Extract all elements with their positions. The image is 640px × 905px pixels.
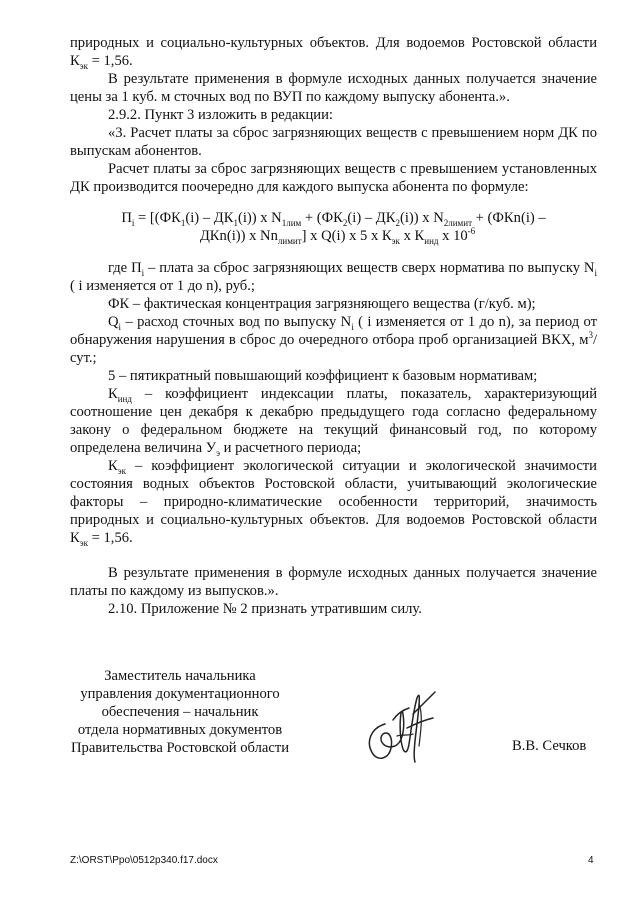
signatory-title-line: Правительства Ростовской области xyxy=(70,740,290,756)
handwritten-signature xyxy=(363,684,441,766)
document-body xyxy=(70,34,597,618)
paragraph: ФК – фактическая концентрация загрязняющего вещества (г/куб. м); xyxy=(108,296,536,312)
file-path: Z:\ORST\Ppo\0512p340.f17.docx xyxy=(70,855,218,866)
paragraph: $К_{инд}$ – коэффициент индексации платы, показатель, характеризующий соотношение цен декабря к декабрю предыдущего года согласно федеральному закону о федеральном бюджете на текущий финансовый год, по которому определена величина $У_э$ и расчетного периода; xyxy=(70,386,597,458)
paragraph: 5 – пятикратный повышающий коэффициент к базовым нормативам; xyxy=(108,368,538,384)
signatory-title-line: Заместитель начальника xyxy=(104,668,256,684)
paragraph: В результате применения в формуле исходных данных получается значение цены за 1 куб. м сточных вод по ВУП по каждому выпуску абонента.». xyxy=(70,71,597,105)
signer-name: В.В. Сечков xyxy=(512,738,587,754)
paragraph: где $П_i$ – плата за сброс загрязняющих веществ сверх норматива по выпуску $N_i$ ( i изменяется от 1 до n), руб.; xyxy=(70,260,597,294)
paragraph: «3. Расчет платы за сброс загрязняющих веществ с превышением норм ДК по выпускам абонентов. xyxy=(70,125,597,159)
paragraph: $Q_i$ – расход сточных вод по выпуску $N_i$ ( i изменяется от 1 до n), за период от обнаружения нарушения в сброс до очередного отбора проб организацией ВКХ, $м^3$/сут.; xyxy=(70,314,597,366)
paragraph: 2.10. Приложение № 2 признать утратившим силу. xyxy=(108,601,422,617)
paragraph: Расчет платы за сброс загрязняющих веществ с превышением установленных ДК производится поочередно для каждого выпуска абонента по формуле: xyxy=(70,161,597,195)
paragraph: природных и социально-культурных объектов. Для водоемов Ростовской области $К_{эк} = 1,56$. xyxy=(70,35,597,71)
signatory-title-line: обеспечения – начальник xyxy=(101,704,259,720)
paragraph: В результате применения в формуле исходных данных получается значение платы по каждому из выпусков.». xyxy=(70,565,597,599)
paragraph: 2.9.2. Пункт 3 изложить в редакции: xyxy=(108,107,333,123)
signatory-title xyxy=(60,667,300,757)
page-number: 4 xyxy=(588,855,594,866)
spacer xyxy=(70,547,597,564)
signatory-title-line: отдела нормативных документов xyxy=(77,722,283,738)
formula: $П_i = [(ФК_1(i) - ДК_1(i))$ x $N_{1лим} + (ФК_2(i) - ДК_2(i))$ x $N_{2лимит} + (ФКn(i)$ – ДКn(i)) x $Nn_{лимит}$] x Q(i) x 5 x $К_{эк}$ x $К_{инд}$ x $10^{-6}$ xyxy=(121,210,546,246)
paragraph: $К_{эк}$ – коэффициент экологической ситуации и экологической значимости состояния водных объектов Ростовской области, учитывающий экологические факторы – природно-климатические особенности территорий, значимость природных и социально-культурных объектов. Для водоемов Ростовской области $К_{эк} = 1,56$. xyxy=(70,458,597,548)
signatory-title-line: управления документационного xyxy=(80,686,280,702)
